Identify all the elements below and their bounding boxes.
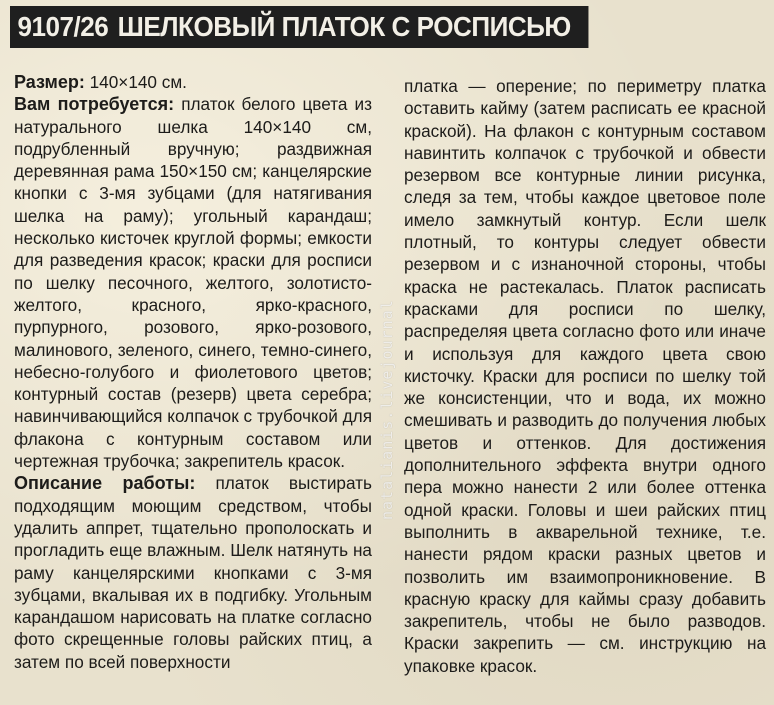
work-heading: Описание работы: (14, 473, 196, 494)
continued-paragraph: платка — оперение; по периметру платка оставить кайму (затем расписать ее красной краской). На флакон с контурным составом навинтить колпачок с трубочкой и обвести резервом все контурные линии рисунка, следя за тем, чтобы каждое цветовое поле имело замкнутый контур. Если шелк плотный, то контуры следует обвести резервом и с изнаночной стороны, чтобы краска не растекалась. Платок расписать красками для росписи по шелку, распределяя цвета согласно фото или иначе и используя для каждого цвета свою кисточку. Краски для росписи по шелку той же консистенции, что и вода, их можно смешивать и разводить до получения любых цветов и оттенков. Для достижения дополнительного эффекта внутри одного пера можно нанести 2 или более оттенка одной краски. Головы и шеи райских птиц выполнить в акварельной технике, т.е. нанести рядом краски разных цветов и позволить им взаимопроникновение. В красную краску для каймы сразу добавить закрепитель, чтобы не было разводов. Краски закрепить — см. инструкцию на упаковке красок. (404, 76, 766, 676)
materials-heading: Вам потребуется: (14, 94, 175, 115)
article-title: ШЕЛКОВЫЙ ПЛАТОК С РОСПИСЬЮ (117, 11, 571, 42)
article-code: 9107/26 (17, 11, 109, 42)
article-title-bar (10, 6, 588, 48)
size-heading: Размер: (14, 72, 85, 92)
size-text: 140×140 см. (84, 72, 187, 92)
size-paragraph (14, 71, 372, 93)
left-column (14, 71, 372, 673)
work-text: платок выстирать подходящим моющим средством, чтобы удалить аппрет, тщательно прополоскать и прогладить еще влажным. Шелк натянуть на раму канцелярскими кнопками с 3-мя зубцами, вкалывая их в подгибку. Угольным карандашом нарисовать на платке согласно фото скрещенные головы райских птиц, а затем по всей поверхности (14, 473, 372, 672)
work-paragraph (14, 472, 372, 673)
right-column (404, 75, 766, 677)
watermark-text: natalianis.livejournal (378, 299, 396, 520)
materials-paragraph (14, 93, 372, 472)
materials-text: платок белого цвета из натурального шелка 140×140 см, подрубленный вручную; раздвижная деревянная рама 150×150 см; канцелярские кнопки с 3-мя зубцами (для натягивания шелка на раму); угольный карандаш; несколько кисточек круглой формы; емкости для разведения красок; краски для росписи по шелку песочного, желтого, золотисто-желтого, красного, ярко-красного, пурпурного, розового, ярко-розового, малинового, зеленого, синего, темно-синего, небесно-голубого и фиолетового цветов; контурный состав (резерв) цвета серебра; навинчивающийся колпачок с трубочкой для флакона с контурным составом или чертежная трубочка; закрепитель красок. (14, 94, 373, 472)
